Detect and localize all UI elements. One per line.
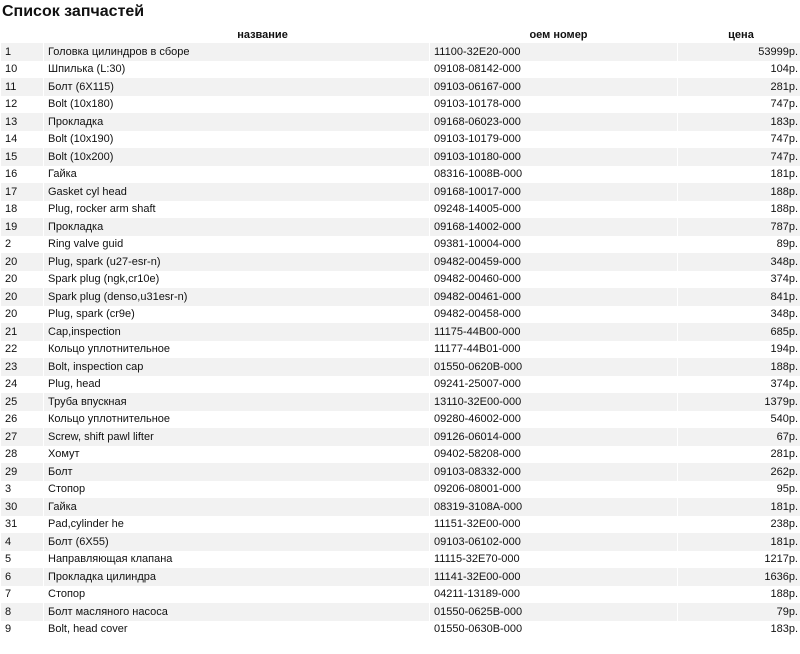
row-number-cell: 20 (1, 271, 43, 289)
row-number-cell: 17 (1, 183, 43, 201)
oem-number-cell: 09103-08332-000 (430, 463, 677, 481)
oem-number-cell: 09206-08001-000 (430, 481, 677, 499)
row-number-cell: 18 (1, 201, 43, 219)
table-row (1, 341, 800, 359)
table-row (1, 568, 800, 586)
oem-number-cell: 09103-06167-000 (430, 78, 677, 96)
price-cell: 348р. (678, 253, 800, 271)
table-row (1, 306, 800, 324)
table-row (1, 376, 800, 394)
oem-number-cell: 04211-13189-000 (430, 586, 677, 604)
column-header-oem: оем номер (430, 26, 677, 43)
row-number-cell: 10 (1, 61, 43, 79)
row-number-cell: 5 (1, 551, 43, 569)
table-row (1, 586, 800, 604)
part-name-cell: Направляющая клапана (44, 551, 429, 569)
price-cell: 79р. (678, 603, 800, 621)
table-row (1, 78, 800, 96)
table-row (1, 551, 800, 569)
row-number-cell: 26 (1, 411, 43, 429)
price-cell: 747р. (678, 131, 800, 149)
part-name-cell: Гайка (44, 498, 429, 516)
row-number-cell: 3 (1, 481, 43, 499)
price-cell: 281р. (678, 446, 800, 464)
price-cell: 540р. (678, 411, 800, 429)
part-name-cell: Головка цилиндров в сборе (44, 43, 429, 61)
oem-number-cell: 01550-0620B-000 (430, 358, 677, 376)
table-row (1, 201, 800, 219)
oem-number-cell: 11115-32E70-000 (430, 551, 677, 569)
table-row (1, 218, 800, 236)
oem-number-cell: 08319-3108A-000 (430, 498, 677, 516)
price-cell: 374р. (678, 271, 800, 289)
table-row (1, 148, 800, 166)
row-number-cell: 30 (1, 498, 43, 516)
oem-number-cell: 09168-06023-000 (430, 113, 677, 131)
oem-number-cell: 09241-25007-000 (430, 376, 677, 394)
price-cell: 1636р. (678, 568, 800, 586)
column-header-name: название (44, 26, 429, 43)
oem-number-cell: 01550-0625B-000 (430, 603, 677, 621)
price-cell: 1379р. (678, 393, 800, 411)
table-row (1, 446, 800, 464)
table-row (1, 183, 800, 201)
oem-number-cell: 09381-10004-000 (430, 236, 677, 254)
parts-table (0, 26, 800, 638)
oem-number-cell: 11175-44B00-000 (430, 323, 677, 341)
oem-number-cell: 09482-00460-000 (430, 271, 677, 289)
table-row (1, 358, 800, 376)
table-row (1, 393, 800, 411)
oem-number-cell: 11151-32E00-000 (430, 516, 677, 534)
table-row (1, 288, 800, 306)
price-cell: 188р. (678, 201, 800, 219)
oem-number-cell: 09280-46002-000 (430, 411, 677, 429)
part-name-cell: Bolt, head cover (44, 621, 429, 639)
part-name-cell: Gasket cyl head (44, 183, 429, 201)
oem-number-cell: 09248-14005-000 (430, 201, 677, 219)
row-number-cell: 13 (1, 113, 43, 131)
oem-number-cell: 09103-10180-000 (430, 148, 677, 166)
row-number-cell: 8 (1, 603, 43, 621)
table-row (1, 271, 800, 289)
table-row (1, 113, 800, 131)
page-title: Список запчастей (2, 3, 145, 20)
table-row (1, 236, 800, 254)
table-row (1, 323, 800, 341)
part-name-cell: Гайка (44, 166, 429, 184)
table-row (1, 533, 800, 551)
row-number-cell: 1 (1, 43, 43, 61)
part-name-cell: Cap,inspection (44, 323, 429, 341)
part-name-cell: Прокладка (44, 218, 429, 236)
row-number-cell: 9 (1, 621, 43, 639)
oem-number-cell: 09108-08142-000 (430, 61, 677, 79)
part-name-cell: Bolt (10x180) (44, 96, 429, 114)
part-name-cell: Труба впускная (44, 393, 429, 411)
table-row (1, 96, 800, 114)
part-name-cell: Кольцо уплотнительное (44, 411, 429, 429)
oem-number-cell: 11177-44B01-000 (430, 341, 677, 359)
part-name-cell: Plug, rocker arm shaft (44, 201, 429, 219)
part-name-cell: Plug, spark (cr9e) (44, 306, 429, 324)
table-row (1, 253, 800, 271)
row-number-cell: 21 (1, 323, 43, 341)
part-name-cell: Spark plug (ngk,cr10e) (44, 271, 429, 289)
part-name-cell: Screw, shift pawl lifter (44, 428, 429, 446)
row-number-cell: 31 (1, 516, 43, 534)
row-number-cell: 20 (1, 306, 43, 324)
oem-number-cell: 09126-06014-000 (430, 428, 677, 446)
row-number-cell: 20 (1, 288, 43, 306)
part-name-cell: Болт (44, 463, 429, 481)
price-cell: 104р. (678, 61, 800, 79)
row-number-cell: 22 (1, 341, 43, 359)
row-number-cell: 19 (1, 218, 43, 236)
table-row (1, 516, 800, 534)
column-header-number (1, 26, 43, 43)
oem-number-cell: 09168-10017-000 (430, 183, 677, 201)
price-cell: 238р. (678, 516, 800, 534)
oem-number-cell: 09482-00459-000 (430, 253, 677, 271)
part-name-cell: Spark plug (denso,u31esr-n) (44, 288, 429, 306)
price-cell: 747р. (678, 148, 800, 166)
part-name-cell: Pad,cylinder he (44, 516, 429, 534)
price-cell: 53999р. (678, 43, 800, 61)
price-cell: 841р. (678, 288, 800, 306)
oem-number-cell: 09103-06102-000 (430, 533, 677, 551)
row-number-cell: 16 (1, 166, 43, 184)
part-name-cell: Прокладка (44, 113, 429, 131)
table-row (1, 61, 800, 79)
part-name-cell: Стопор (44, 586, 429, 604)
part-name-cell: Plug, head (44, 376, 429, 394)
part-name-cell: Шпилька (L:30) (44, 61, 429, 79)
part-name-cell: Bolt (10x190) (44, 131, 429, 149)
part-name-cell: Стопор (44, 481, 429, 499)
oem-number-cell: 09482-00461-000 (430, 288, 677, 306)
table-row (1, 428, 800, 446)
row-number-cell: 2 (1, 236, 43, 254)
price-cell: 181р. (678, 533, 800, 551)
row-number-cell: 14 (1, 131, 43, 149)
part-name-cell: Bolt, inspection cap (44, 358, 429, 376)
price-cell: 183р. (678, 621, 800, 639)
price-cell: 262р. (678, 463, 800, 481)
part-name-cell: Plug, spark (u27-esr-n) (44, 253, 429, 271)
table-row (1, 411, 800, 429)
oem-number-cell: 11100-32E20-000 (430, 43, 677, 61)
price-cell: 188р. (678, 586, 800, 604)
table-row (1, 43, 800, 61)
oem-number-cell: 09168-14002-000 (430, 218, 677, 236)
price-cell: 685р. (678, 323, 800, 341)
part-name-cell: Bolt (10x200) (44, 148, 429, 166)
oem-number-cell: 08316-1008B-000 (430, 166, 677, 184)
table-row (1, 166, 800, 184)
oem-number-cell: 09103-10179-000 (430, 131, 677, 149)
part-name-cell: Ring valve guid (44, 236, 429, 254)
price-cell: 89р. (678, 236, 800, 254)
row-number-cell: 15 (1, 148, 43, 166)
parts-table-body (1, 43, 800, 638)
part-name-cell: Прокладка цилиндра (44, 568, 429, 586)
part-name-cell: Хомут (44, 446, 429, 464)
row-number-cell: 20 (1, 253, 43, 271)
row-number-cell: 11 (1, 78, 43, 96)
part-name-cell: Болт (6X55) (44, 533, 429, 551)
row-number-cell: 27 (1, 428, 43, 446)
part-name-cell: Кольцо уплотнительное (44, 341, 429, 359)
price-cell: 67р. (678, 428, 800, 446)
table-row (1, 481, 800, 499)
oem-number-cell: 09482-00458-000 (430, 306, 677, 324)
part-name-cell: Болт (6X115) (44, 78, 429, 96)
table-row (1, 603, 800, 621)
price-cell: 281р. (678, 78, 800, 96)
row-number-cell: 6 (1, 568, 43, 586)
price-cell: 188р. (678, 358, 800, 376)
oem-number-cell: 01550-0630B-000 (430, 621, 677, 639)
price-cell: 183р. (678, 113, 800, 131)
row-number-cell: 24 (1, 376, 43, 394)
price-cell: 747р. (678, 96, 800, 114)
table-header-row (1, 26, 800, 43)
price-cell: 181р. (678, 498, 800, 516)
price-cell: 181р. (678, 166, 800, 184)
oem-number-cell: 09402-58208-000 (430, 446, 677, 464)
row-number-cell: 7 (1, 586, 43, 604)
row-number-cell: 28 (1, 446, 43, 464)
column-header-price: цена (678, 26, 800, 43)
table-row (1, 498, 800, 516)
price-cell: 95р. (678, 481, 800, 499)
oem-number-cell: 11141-32E00-000 (430, 568, 677, 586)
row-number-cell: 12 (1, 96, 43, 114)
table-row (1, 131, 800, 149)
price-cell: 348р. (678, 306, 800, 324)
oem-number-cell: 13110-32E00-000 (430, 393, 677, 411)
oem-number-cell: 09103-10178-000 (430, 96, 677, 114)
price-cell: 787р. (678, 218, 800, 236)
row-number-cell: 29 (1, 463, 43, 481)
price-cell: 374р. (678, 376, 800, 394)
row-number-cell: 4 (1, 533, 43, 551)
price-cell: 188р. (678, 183, 800, 201)
price-cell: 194р. (678, 341, 800, 359)
row-number-cell: 23 (1, 358, 43, 376)
part-name-cell: Болт масляного насоса (44, 603, 429, 621)
table-row (1, 621, 800, 639)
table-row (1, 463, 800, 481)
row-number-cell: 25 (1, 393, 43, 411)
price-cell: 1217р. (678, 551, 800, 569)
